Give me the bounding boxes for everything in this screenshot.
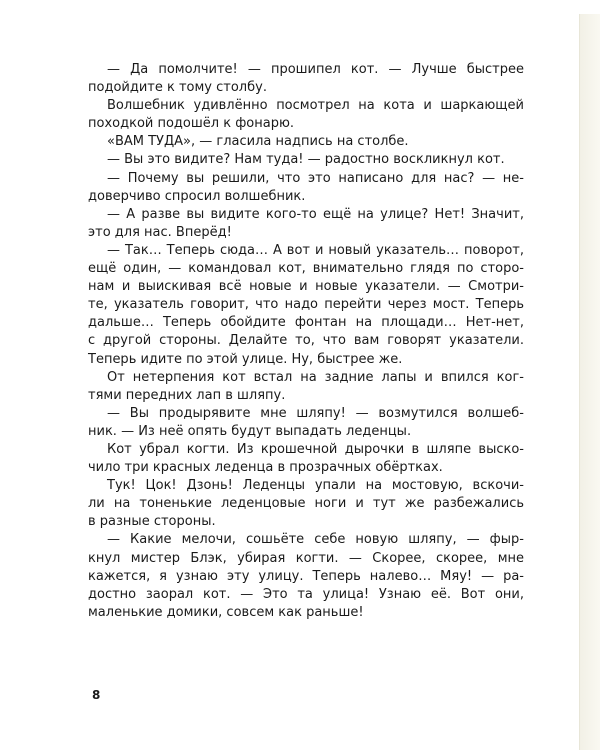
story-text — [88, 61, 524, 622]
text-line: с другой стороны. Делайте то, что вам говорят указатели. — [88, 333, 524, 349]
text-line: — Так… Теперь сюда… А вот и новый указатель… поворот, — [107, 242, 524, 258]
text-line: доверчиво спросил волшебник. — [88, 188, 306, 204]
text-line: — А разве вы видите кого-то ещё на улице? Нет! Значит, — [107, 206, 524, 222]
text-line: в разные стороны. — [88, 514, 216, 530]
page-edge — [579, 14, 600, 750]
text-line: походкой подошёл к фонарю. — [88, 116, 295, 132]
text-line: — Почему вы решили, что это написано для нас? — не- — [107, 170, 524, 186]
text-line: — Да помолчите! — прошипел кот. — Лучше быстрее — [107, 62, 524, 77]
text-line: подойдите к тому столбу. — [88, 80, 267, 96]
text-line: Кот убрал когти. Из крошечной дырочки в шляпе выско- — [107, 441, 524, 457]
text-line: нам и выискивая всё новые и новые указатели. — Смотри- — [88, 279, 524, 295]
text-line: ник. — Из неё опять будут выпадать леденцы. — [88, 423, 412, 439]
text-line: — Какие мелочи, сошьёте себе новую шляпу, — фыр- — [107, 532, 524, 548]
text-line: достно заорал кот. — Это та улица! Узнаю её. Вот они, — [88, 586, 524, 602]
text-line: — Вы это видите? Нам туда! — радостно воскликнул кот. — [107, 152, 505, 168]
text-line: чило три красных леденца в прозрачных обёртках. — [88, 460, 443, 476]
text-line: — Вы продырявите мне шляпу! — возмутился волшеб- — [107, 405, 524, 421]
text-line: это для нас. Вперёд! — [88, 224, 232, 240]
text-line: Волшебник удивлённо посмотрел на кота и шаркающей — [107, 98, 524, 114]
page-number: 8 — [92, 688, 101, 702]
text-line: ещё один, — командовал кот, внимательно глядя по сторо- — [88, 261, 524, 277]
text-line: «ВАМ ТУДА», — гласила надпись на столбе. — [107, 134, 409, 150]
text-line: тями передних лап в шляпу. — [88, 387, 286, 403]
text-line: Тук! Цок! Дзонь! Леденцы упали на мостовую, вскочи- — [107, 478, 524, 494]
text-line: От нетерпения кот встал на задние лапы и впился ког- — [107, 369, 524, 385]
text-line: Теперь идите по этой улице. Ну, быстрее же. — [88, 351, 403, 367]
text-line: те, указатель говорит, что надо перейти через мост. Теперь — [88, 297, 524, 313]
text-line: кнул мистер Блэк, убирая когти. — Скорее, скорее, мне — [88, 550, 524, 566]
text-line: ли на тоненькие леденцовые ноги и тут же разбежались — [88, 496, 524, 512]
text-line: дальше… Теперь обойдите фонтан на площади… Нет-нет, — [88, 315, 524, 331]
text-line: кажется, я узнаю эту улицу. Теперь налево… Мяу! — ра- — [88, 568, 524, 584]
text-line: маленькие домики, совсем как раньше! — [88, 604, 364, 620]
